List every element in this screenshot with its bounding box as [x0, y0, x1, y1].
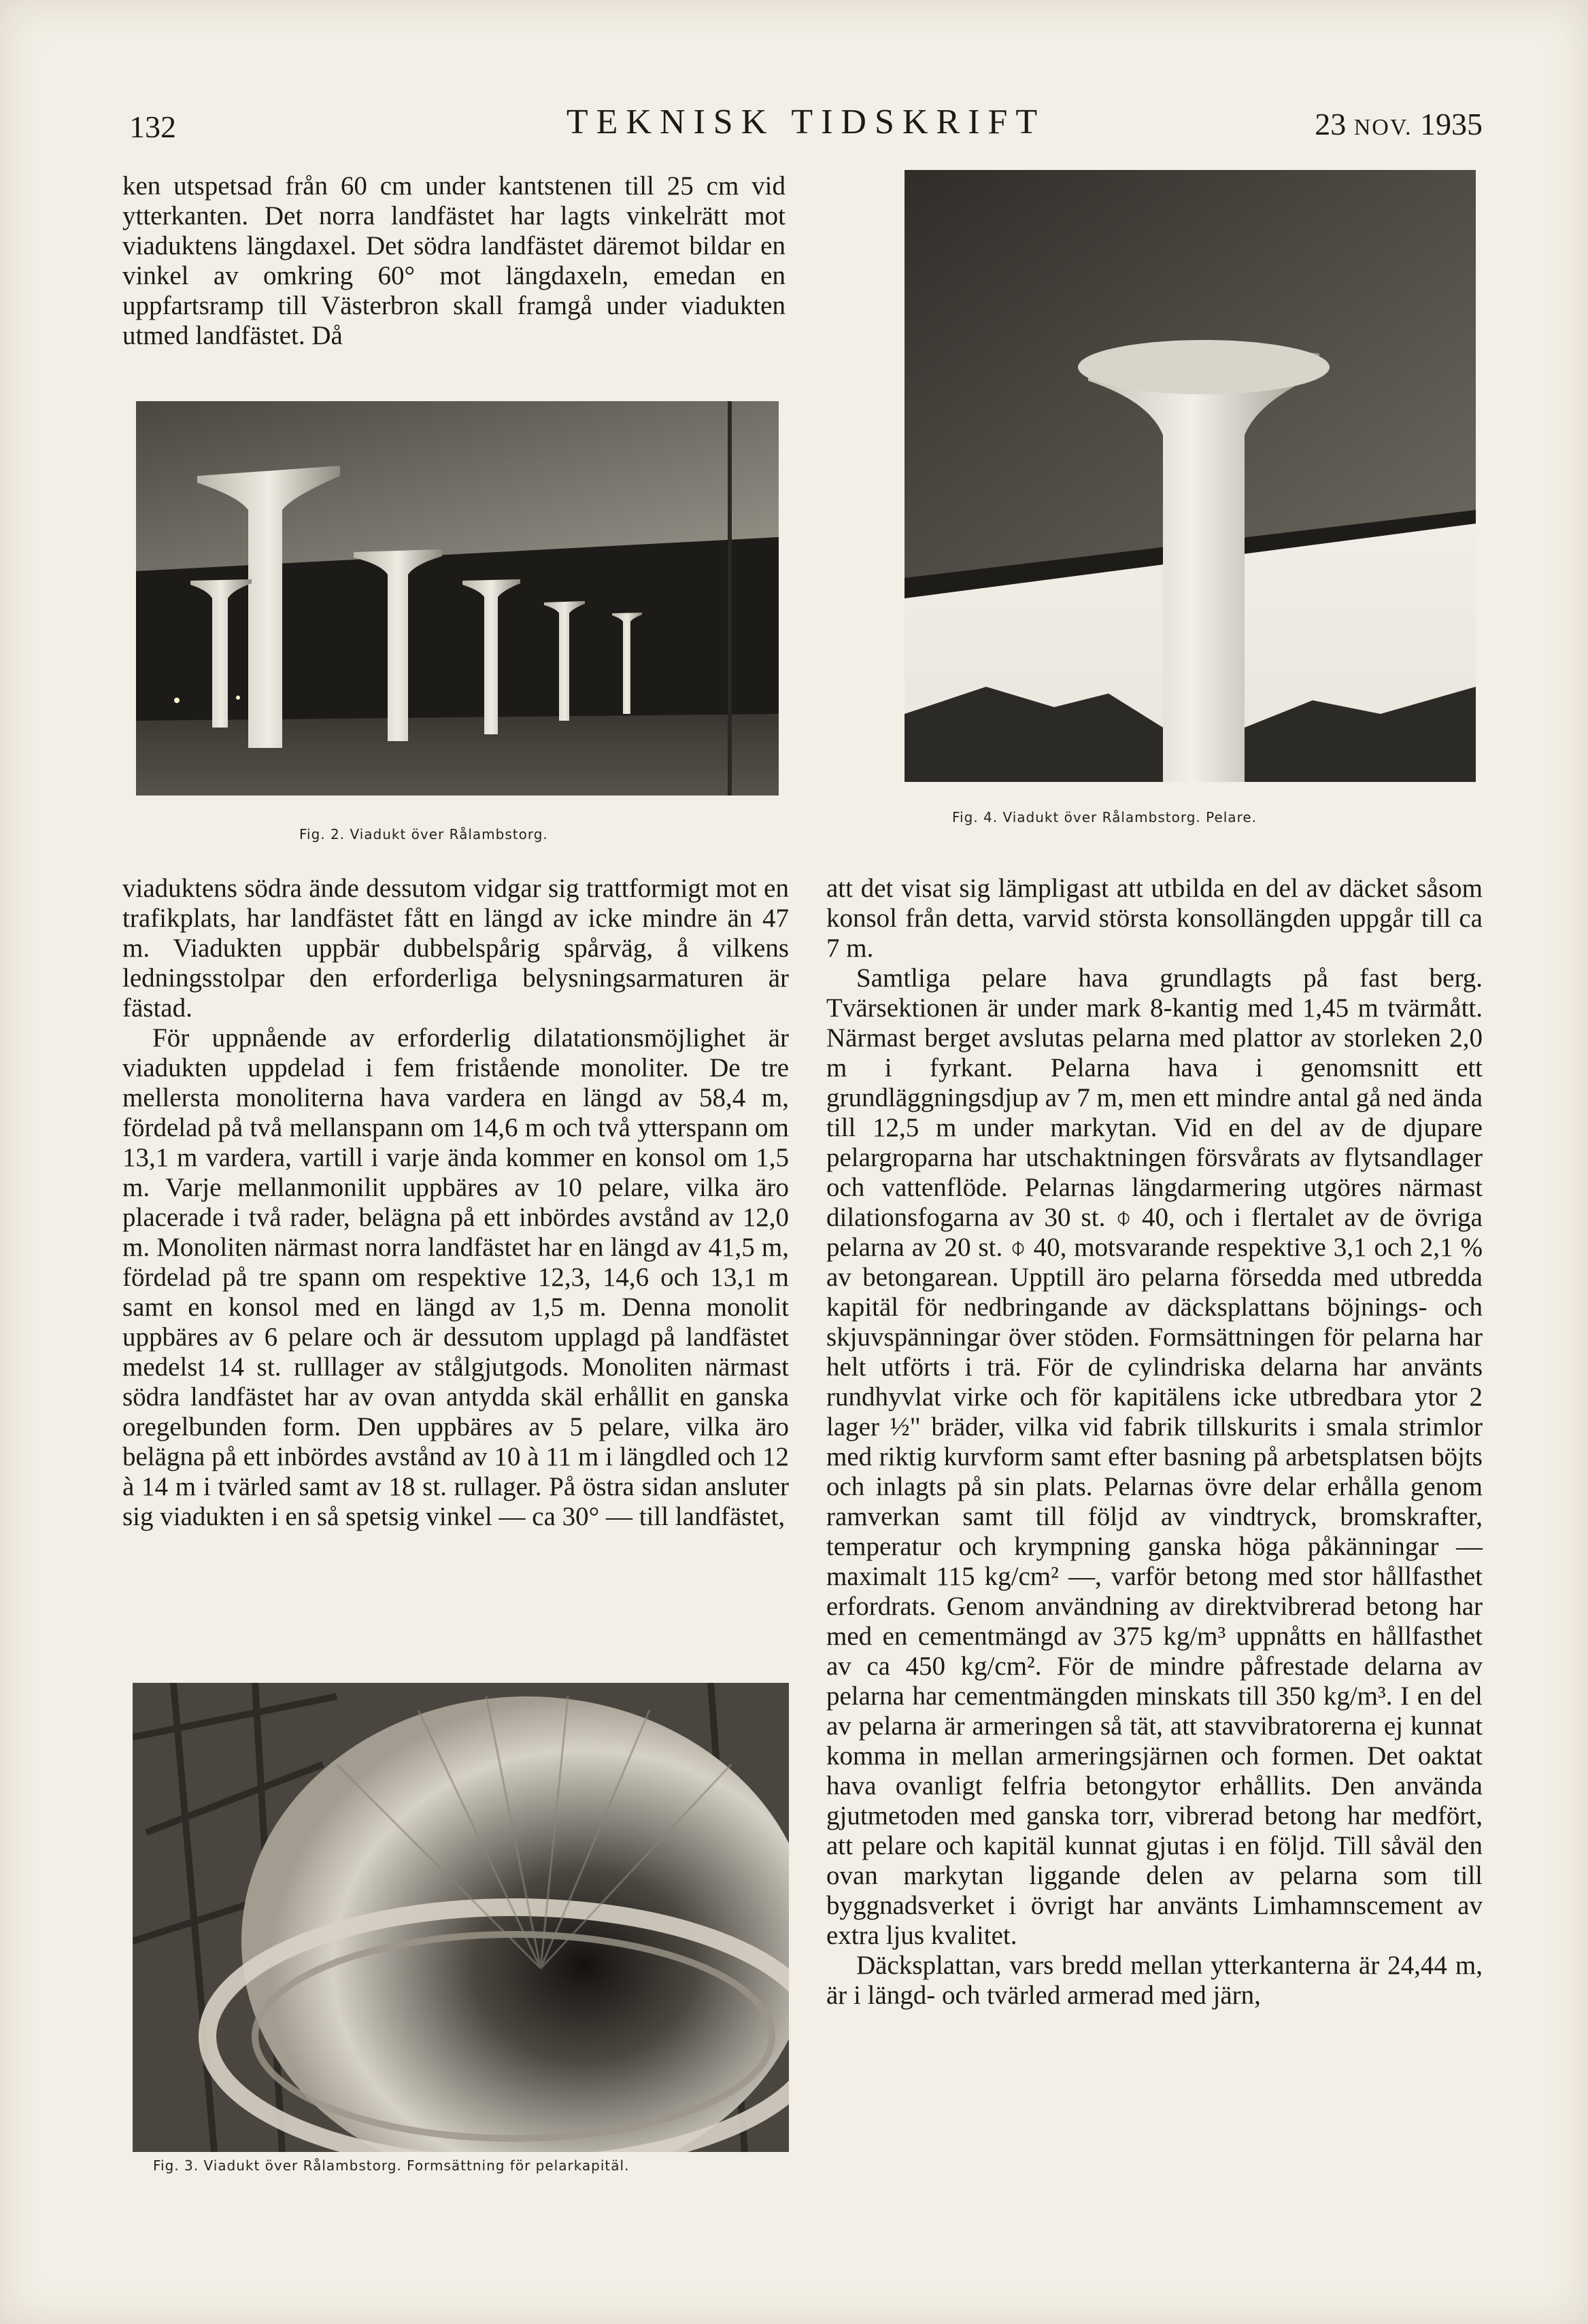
- fig3-photo: [133, 1683, 789, 2152]
- left-column-top-text: ken utspetsad från 60 cm under kantstenen till 25 cm vid ytterkanten. Det norra landfästet har lagts vinkelrätt mot viaduktens längdaxel. Det södra landfästet däremot bildar en vinkel av omkring 60° mot längdaxeln, emedan en uppfartsramp till Västerbron skall framgå under viadukten utmed landfästet. Då: [122, 171, 785, 350]
- page-number: 132: [129, 109, 176, 144]
- fig4-photo: [905, 170, 1476, 782]
- issue-date: 23 NOV. 1935: [1315, 107, 1483, 141]
- journal-title: TEKNISK TIDSKRIFT: [566, 103, 1046, 141]
- left-column-middle-text: viaduktens södra ände dessutom vidgar sig trattformigt mot en trafikplats, har landfästet fått en längd av icke mindre än 47 m. Viadukten uppbär dubbelspårig spårväg, å vilkens ledningsstolpar den erforderliga belysningsarmaturen är fästad. För uppnående av erforderlig dilatationsmöjlighet är viadukten uppdelad i fem fristående monoliter. De tre mellersta monoliterna hava vardera en längd av 58,4 m, fördelad på två mellanspann om 14,6 m och två ytterspann om 13,1 m vardera, vartill i varje ända kommer en konsol om 1,5 m. Varje mellanmonilit uppbäres av 10 pelare, vilka äro placerade i två rader, belägna på ett inbördes avstånd av 12,0 m. Monoliten närmast norra landfästet har en längd av 41,5 m, fördelad på tre spann om respektive 12,3, 14,6 och 13,1 m samt en konsol med en längd av 1,5 m. Denna monolit uppbäres av 6 pelare och är dessutom upplagd på landfästet medelst 14 st. rulllager av stålgjutgods. Monoliten närmast södra landfästet har av ovan antydda skäl erhållit en ganska oregelbunden form. Den uppbäres av 5 pelare, vilka äro belägna på ett inbördes avstånd av 10 à 11 m i längdled och 12 à 14 m i tvärled samt av 18 st. rullager. På östra sidan ansluter sig viadukten i en så spetsig vinkel — ca 30° — till landfästet,: [122, 874, 789, 1531]
- fig2-caption: Fig. 2. Viadukt över Rålambstorg.: [299, 826, 548, 842]
- fig2-photo: [136, 401, 779, 796]
- right-column-text: att det visat sig lämpligast att utbilda en del av däcket såsom konsol från detta, varvid största konsollängden uppgår till ca 7 m. Samtliga pelare hava grundlagts på fast berg. Tvärsektionen är under mark 8-kantig med 1,45 m tvärmått. Närmast berget avslutas pelarna med plattor av storleken 2,0 m i fyrkant. Pelarna hava i genomsnitt ett grundläggningsdjup av 7 m, men ett mindre antal gå ned ända till 12,5 m under markytan. Vid en del av de djupare pelargroparna har utschaktningen försvårats av flytsandlager och vattenflöde. Pelarnas längdarmering utgöres närmast dilationsfogarna av 30 st. ⌽ 40, och i flertalet av de övriga pelarna av 20 st. ⌽ 40, motsvarande respektive 3,1 och 2,1 % av betongarean. Upptill äro pelarna försedda med utbredda kapitäl för nedbringande av däcksplattans böjnings- och skjuvspänningar över stöden. Formsättningen för pelarna har helt utförts i trä. För de cylindriska delarna har använts rundhyvlat virke och för kapitälens icke utbredbara ytor 2 lager ½" bräder, vilka vid fabrik tillskurits i smala strimlor med riktig kurvform samt efter basning på arbetsplatsen böjts och inlagts på sin plats. Pelarnas övre delar erhålla genom ramverkan samt till följd av vindtryck, bromskrafter, temperatur och krympning ganska höga påkänningar — maximalt 115 kg/cm² —, varför betong med stor hållfasthet erfordrats. Genom användning av direktvibrerad betong har med en cementmängd av 375 kg/m³ uppnåtts en hållfasthet av ca 450 kg/cm². För de mindre påfrestade delarna av pelarna har cementmängden minskats till 350 kg/m³. I en del av pelarna är armeringen så tät, att stavvibratorerna ej kunnat komma in mellan armeringsjärnen och formen. Det oaktat hava ovanligt felfria betongytor erhållits. Den använda gjutmetoden med ganska torr, vibrerad betong har medfört, att pelare och kapitäl kunnat gjutas i en följd. Till såväl den ovan markytan liggande delen av pelarna som till byggnadsverket i övrigt har använts Limhamnscement av extra ljus kvalitet. Däcksplattan, vars bredd mellan ytterkanterna är 24,44 m, är i längd- och tvärled armerad med järn,: [826, 874, 1483, 2010]
- page-header: [129, 102, 1483, 156]
- fig4-caption: Fig. 4. Viadukt över Rålambstorg. Pelare.: [952, 809, 1257, 825]
- fig3-caption: Fig. 3. Viadukt över Rålambstorg. Formsättning för pelarkapitäl.: [153, 2157, 630, 2174]
